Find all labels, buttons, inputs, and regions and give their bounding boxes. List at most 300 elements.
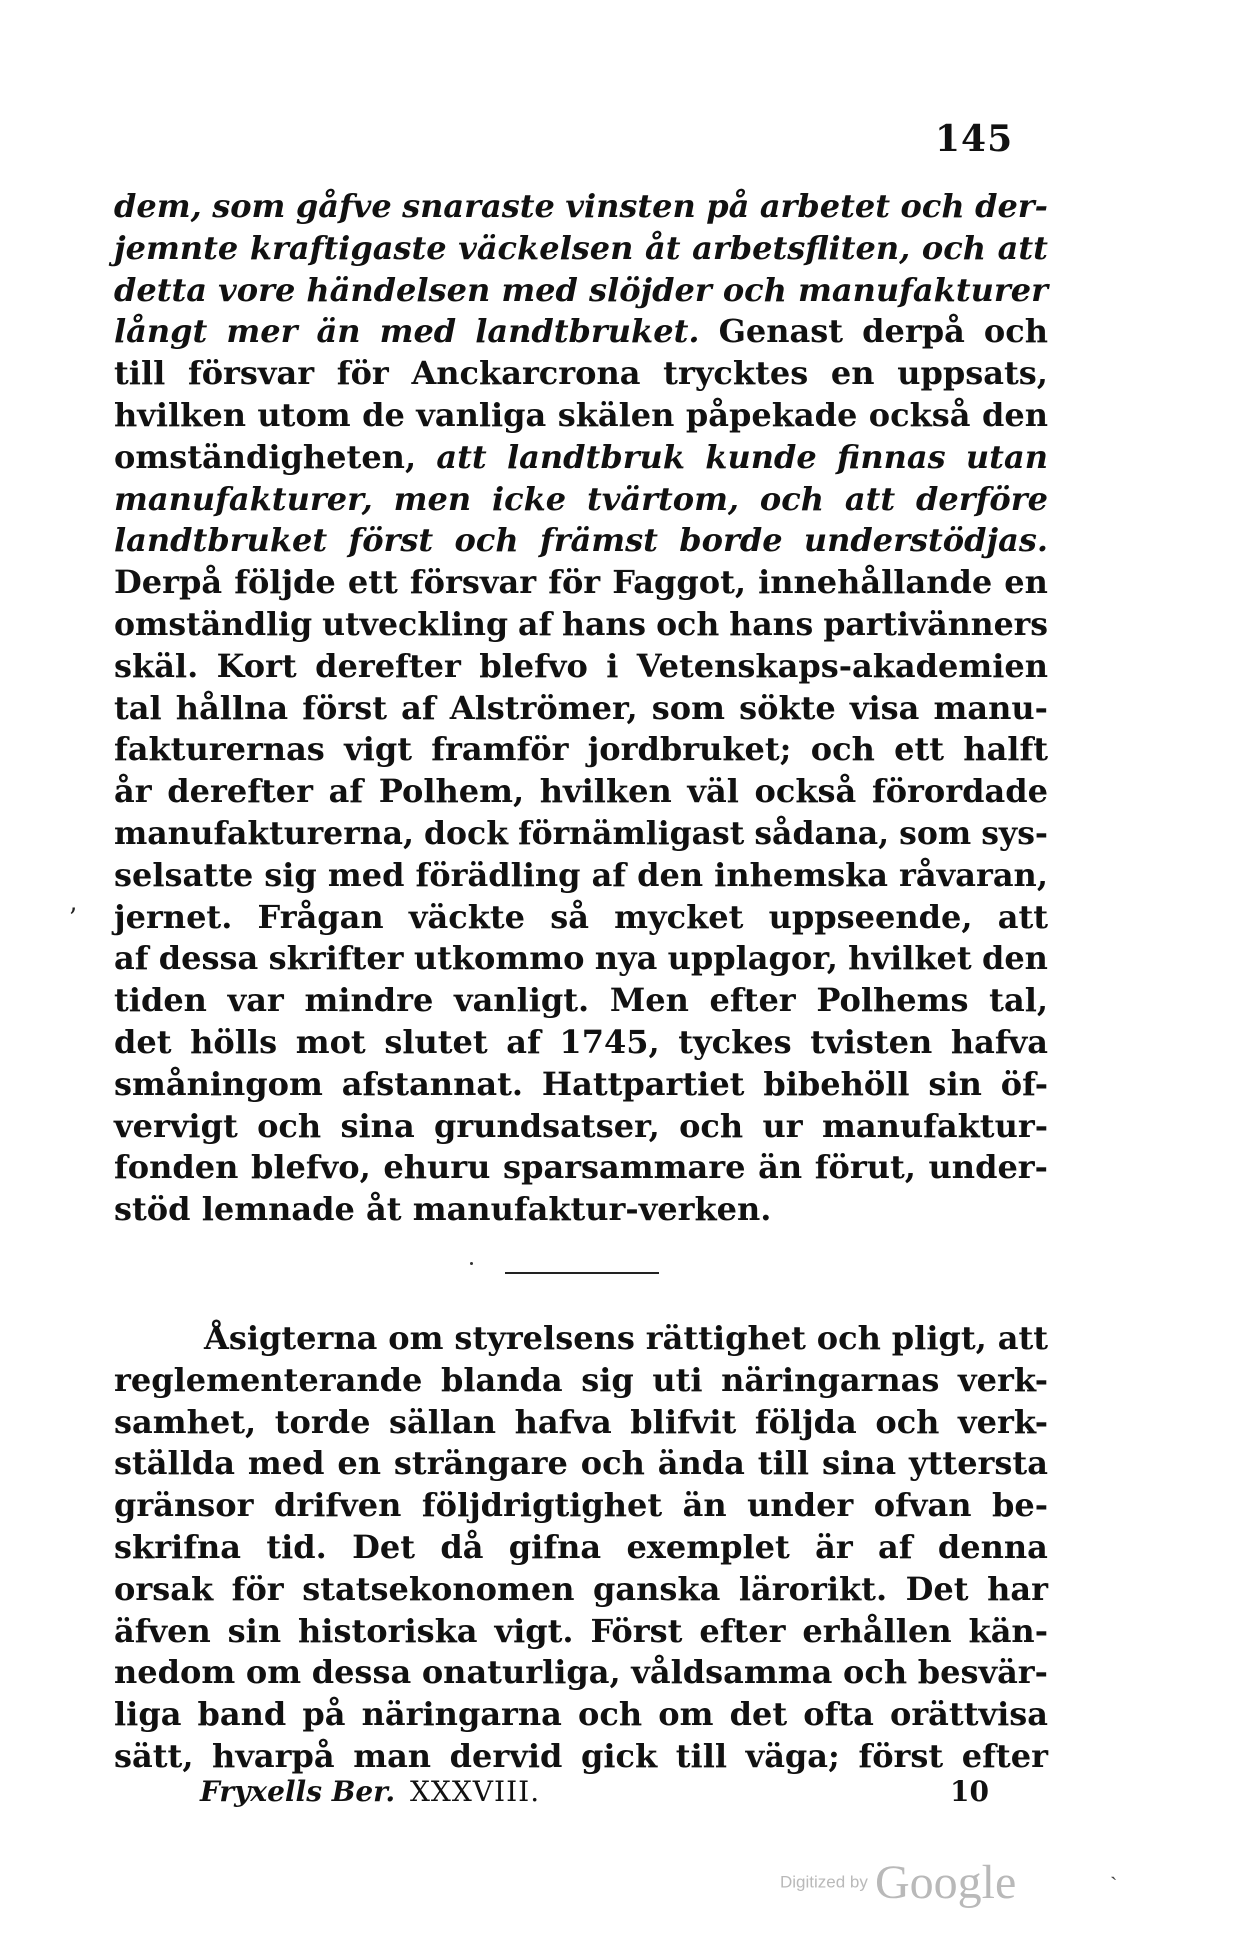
word: en — [1004, 563, 1048, 602]
word: partivänners — [823, 605, 1048, 643]
page-footer — [200, 1775, 990, 1819]
word: dessa — [311, 1653, 412, 1692]
word: på — [302, 1695, 346, 1734]
word: innehållande — [758, 563, 993, 602]
word: och — [842, 1653, 908, 1692]
word: och — [454, 521, 519, 560]
word: slöjder — [589, 270, 712, 309]
word: sig — [581, 1360, 634, 1399]
word: följdrigtighet — [421, 1486, 663, 1525]
word: visa — [849, 688, 920, 727]
word: de — [362, 395, 405, 434]
word: besvär- — [917, 1653, 1048, 1692]
word: följda — [754, 1402, 857, 1441]
word: först — [348, 521, 434, 560]
word: och — [656, 605, 720, 643]
word: arbetsfliten, — [692, 228, 911, 267]
word: och — [983, 312, 1048, 351]
word: påpekade — [685, 395, 858, 434]
word: hvilket — [848, 939, 972, 978]
word: nya — [594, 939, 658, 978]
word: dem, — [114, 187, 202, 225]
word: sällan — [389, 1402, 497, 1441]
word: dock — [424, 814, 509, 852]
word: Frågan — [257, 897, 384, 936]
digitized-watermark — [780, 1855, 1016, 1910]
word: näringarna — [361, 1695, 562, 1734]
word: upplagor, — [667, 939, 838, 978]
paragraph-1 — [114, 186, 1048, 1231]
word: Polhem, — [378, 772, 525, 811]
word: och — [921, 228, 986, 267]
word: af — [328, 772, 364, 811]
word: med — [379, 312, 457, 351]
word: Åsigterna — [204, 1319, 378, 1357]
word: liga — [114, 1695, 182, 1734]
word: finnas — [837, 437, 946, 476]
word: snaraste — [402, 187, 555, 225]
word: af — [506, 1022, 541, 1061]
word: år — [114, 772, 152, 811]
word: och — [578, 1695, 643, 1734]
word: sin — [227, 1611, 282, 1650]
word: och — [810, 730, 875, 769]
word: styrelsens — [454, 1319, 635, 1357]
word: för — [231, 1569, 284, 1608]
word: hafva — [514, 1402, 612, 1441]
word: tid. — [266, 1527, 327, 1566]
word: ställda — [114, 1444, 235, 1483]
word: yttersta — [909, 1444, 1048, 1483]
word: så — [550, 897, 589, 936]
word: halft — [963, 730, 1048, 769]
word: blanda — [440, 1360, 563, 1399]
word: hans — [729, 605, 814, 643]
word: sina — [340, 1106, 415, 1145]
word: strängare — [393, 1444, 568, 1483]
word: utan — [965, 437, 1048, 476]
margin-tick-mark-lower: ˏ — [1110, 1856, 1118, 1881]
word: derpå — [862, 312, 965, 351]
word: statsekonomen — [302, 1569, 575, 1608]
word: stöd — [114, 1190, 191, 1229]
word: en — [830, 354, 875, 393]
word: Det — [352, 1527, 415, 1566]
word: omständlig — [114, 605, 313, 643]
word: mer — [226, 312, 298, 351]
word: blefvo — [479, 646, 588, 685]
word: manufaktur- — [821, 1106, 1048, 1145]
word: först — [858, 1736, 944, 1775]
word: onaturliga, — [421, 1653, 621, 1692]
word: torde — [274, 1402, 371, 1441]
word: och — [722, 270, 787, 309]
text-line — [114, 353, 1048, 395]
text-line — [114, 395, 1048, 437]
text-line — [114, 520, 1048, 562]
word: slutet — [384, 1022, 488, 1061]
text-line — [114, 186, 1048, 228]
text-line — [114, 771, 1048, 813]
word: grundsatser, — [434, 1106, 660, 1145]
word: af — [591, 855, 627, 894]
word: fakturernas — [114, 730, 325, 769]
word: inhemska — [714, 855, 888, 894]
word: blefvo, — [251, 1148, 371, 1187]
word: näringarnas — [721, 1360, 940, 1399]
word: gåfve — [295, 187, 392, 225]
word: manufakturer — [798, 270, 1048, 309]
word: arbetet — [759, 187, 891, 225]
text-line — [114, 1022, 1048, 1064]
text-line — [114, 228, 1048, 270]
word: vore — [218, 270, 296, 309]
word: vigt. — [494, 1611, 574, 1650]
word: 1745, — [559, 1022, 660, 1061]
word: att — [436, 437, 487, 476]
word: sig — [264, 855, 317, 894]
word: nedom — [114, 1653, 236, 1692]
word: jemnte — [114, 228, 239, 267]
word: verk- — [958, 1402, 1048, 1441]
word: mycket — [614, 897, 744, 936]
word: i — [606, 646, 619, 685]
word: följde — [234, 563, 336, 602]
word: hans — [562, 605, 647, 643]
word: förordade — [871, 772, 1048, 811]
word: gränsor — [114, 1486, 254, 1525]
word: skrifna — [114, 1527, 241, 1566]
page-number: 145 — [935, 118, 1014, 160]
watermark-digitized-label: Digitized by — [780, 1872, 868, 1892]
text-line — [114, 813, 1048, 855]
word: också — [868, 395, 971, 434]
word: först — [302, 688, 387, 727]
word: manufakturer, — [114, 479, 373, 518]
word: till — [675, 1736, 727, 1775]
word: af — [518, 605, 553, 643]
word: med — [327, 855, 405, 894]
word: var — [227, 981, 284, 1020]
word: dessa — [158, 939, 259, 978]
text-line — [114, 1189, 1048, 1231]
word: derefter — [315, 646, 461, 685]
word: råvaran, — [899, 855, 1048, 894]
word: sin — [928, 1064, 982, 1103]
word: med — [247, 1444, 325, 1483]
word: icke — [491, 479, 567, 518]
word: denna — [937, 1527, 1048, 1566]
word: manufakturerna, — [114, 814, 414, 852]
word: bibehöll — [763, 1064, 910, 1103]
word: under- — [928, 1148, 1048, 1187]
word: än — [682, 1486, 727, 1525]
word: att — [997, 897, 1048, 936]
word: afstannat. — [341, 1064, 523, 1103]
text-line — [114, 646, 1048, 688]
word: förädling — [415, 855, 581, 894]
word: det — [114, 1022, 172, 1061]
word: ofta — [803, 1695, 874, 1734]
word: vigt — [344, 730, 412, 769]
word: blifvit — [630, 1402, 737, 1441]
word: landtbruket. — [475, 312, 700, 351]
word: sina — [821, 1444, 897, 1483]
word: lemnade — [201, 1190, 355, 1229]
word: som — [651, 688, 725, 727]
word: landtbruket — [114, 521, 328, 560]
word: af — [401, 688, 436, 727]
word: vinsten — [565, 187, 696, 225]
word: vanligt. — [453, 981, 590, 1020]
word: tiden — [114, 981, 207, 1020]
text-line — [114, 1569, 1048, 1611]
word: selsatte — [114, 855, 254, 894]
word: tyckes — [678, 1022, 792, 1061]
word: den — [637, 855, 704, 894]
word: reglementerande — [114, 1360, 423, 1399]
word: ett — [347, 563, 398, 602]
text-line — [114, 1147, 1048, 1189]
word: ända — [657, 1444, 745, 1483]
word: Först — [590, 1611, 683, 1650]
word: och — [580, 1444, 645, 1483]
word: sys- — [981, 814, 1048, 852]
word: som — [899, 814, 972, 852]
word: hvilken — [539, 772, 672, 811]
word: om — [388, 1319, 444, 1357]
word: landtbruk — [507, 437, 685, 476]
footer-signature-volume: XXXVIII. — [410, 1775, 541, 1808]
word: men — [393, 479, 472, 518]
word: kän- — [968, 1611, 1048, 1650]
word: historiska — [298, 1611, 478, 1650]
word: Genast — [718, 312, 844, 351]
word: också — [754, 772, 857, 811]
word: drifven — [273, 1486, 402, 1525]
word: uti — [652, 1360, 703, 1399]
word: ur — [762, 1106, 803, 1145]
text-line — [114, 980, 1048, 1022]
word: derföre — [916, 479, 1048, 518]
word: tvisten — [810, 1022, 933, 1061]
word: detta — [114, 270, 208, 309]
word: äfven — [114, 1611, 211, 1650]
text-line — [114, 688, 1048, 730]
word: under — [747, 1486, 854, 1525]
word: sätt, — [114, 1736, 194, 1775]
word: mot — [295, 1022, 366, 1061]
word: den — [981, 939, 1048, 978]
word: försvar — [409, 563, 537, 602]
word: långt — [114, 312, 208, 351]
word: der- — [975, 187, 1048, 225]
word: förut, — [814, 1148, 916, 1187]
watermark-google-logo: Google — [874, 1856, 1017, 1909]
word: band — [197, 1695, 287, 1734]
word: gifna — [508, 1527, 602, 1566]
word: till — [114, 354, 166, 393]
stray-ink-dot — [470, 1262, 473, 1265]
text-line — [114, 1652, 1048, 1694]
word: Kort — [216, 646, 297, 685]
word: utom — [257, 395, 351, 434]
word: skälen — [557, 395, 675, 434]
word: att — [997, 228, 1048, 267]
word: kunde — [705, 437, 817, 476]
word: och — [816, 1319, 881, 1357]
word: efter — [961, 1736, 1048, 1775]
text-line — [114, 1443, 1048, 1485]
text-line — [114, 897, 1048, 939]
word: trycktes — [663, 354, 809, 393]
word: en — [337, 1444, 381, 1483]
text-line — [114, 562, 1048, 604]
word: utkommo — [413, 939, 585, 978]
word: vervigt — [114, 1106, 238, 1145]
text-line — [114, 1485, 1048, 1527]
text-line — [114, 1736, 1048, 1778]
word: än — [316, 312, 361, 351]
word: ehuru — [383, 1148, 491, 1187]
word: utveckling — [322, 605, 508, 643]
footer-signature-mark: 10 — [950, 1775, 989, 1808]
word: åt — [366, 1190, 402, 1229]
word: uppsats, — [897, 354, 1048, 393]
paragraph-2 — [114, 1318, 1048, 1778]
word: framför — [431, 730, 569, 769]
word: småningom — [114, 1064, 323, 1103]
word: Polhems — [816, 981, 969, 1020]
word: har — [987, 1569, 1048, 1608]
word: ett — [894, 730, 945, 769]
word: åt — [645, 228, 681, 267]
word: Vetenskaps-akademien — [636, 646, 1048, 685]
word: hållna — [175, 688, 289, 727]
word: uppseende, — [768, 897, 973, 936]
word: kraftigaste — [249, 228, 447, 267]
word: händelsen — [306, 270, 491, 309]
word: sparsammare — [503, 1148, 746, 1187]
word: orsak — [114, 1569, 214, 1608]
word: Hattpartiet — [541, 1064, 745, 1103]
word: för — [548, 563, 601, 602]
word: omständigheten, — [114, 437, 417, 476]
word: ganska — [593, 1569, 721, 1608]
word: dervid — [449, 1736, 563, 1775]
word: skäl. — [114, 646, 199, 685]
text-line — [114, 1318, 1048, 1360]
word: till — [757, 1444, 810, 1483]
text-line — [114, 311, 1048, 353]
word: vanliga — [416, 395, 547, 434]
word: våldsamma — [631, 1653, 833, 1692]
word: Faggot, — [612, 563, 746, 602]
word: af — [878, 1527, 913, 1566]
word: verk- — [958, 1360, 1048, 1399]
word: Det — [905, 1569, 969, 1608]
word: på — [706, 187, 750, 225]
word: erhållen — [802, 1611, 952, 1650]
word: främst — [539, 521, 658, 560]
word: förnämligast — [518, 814, 745, 852]
text-line — [114, 1106, 1048, 1148]
word: borde — [679, 521, 783, 560]
footer-signature-title: Fryxells Ber. — [200, 1775, 396, 1808]
word: sökte — [739, 688, 836, 727]
word: understödjas. — [803, 521, 1048, 560]
word: tal, — [989, 981, 1048, 1020]
word: rättighet — [645, 1319, 806, 1357]
word: då — [440, 1527, 484, 1566]
text-line — [114, 604, 1048, 646]
word: lärorikt. — [738, 1569, 888, 1608]
word: efter — [699, 1611, 786, 1650]
word: hvilken — [114, 395, 246, 434]
word: väckelsen — [458, 228, 634, 267]
word: Derpå — [114, 563, 223, 602]
text-line — [114, 437, 1048, 479]
word: väckte — [408, 897, 525, 936]
word: ofvan — [873, 1486, 972, 1525]
text-line — [114, 479, 1048, 521]
word: den — [981, 395, 1048, 434]
word: än — [758, 1148, 803, 1187]
text-line — [114, 270, 1048, 312]
word: hölls — [190, 1022, 278, 1061]
word: hafva — [950, 1022, 1048, 1061]
word: manufaktur-verken. — [412, 1190, 772, 1229]
word: att — [844, 479, 896, 518]
word: Alströmer, — [449, 688, 638, 727]
word: Men — [609, 981, 689, 1020]
word: exemplet — [626, 1527, 790, 1566]
text-line — [114, 1360, 1048, 1402]
word: hvarpå — [212, 1736, 335, 1775]
text-line — [114, 1527, 1048, 1569]
margin-tick-mark: ʼ — [68, 904, 77, 934]
word: af — [114, 939, 149, 978]
word: att — [997, 1319, 1048, 1357]
word: sådana, — [754, 814, 890, 852]
word: med — [501, 270, 578, 309]
text-line — [114, 938, 1048, 980]
section-separator-rule — [505, 1272, 659, 1274]
word: och — [759, 479, 825, 518]
word: gick — [580, 1736, 658, 1775]
text-line — [114, 1694, 1048, 1736]
word: jordbruket; — [587, 730, 792, 769]
word: fonden — [114, 1148, 239, 1187]
word: det — [729, 1695, 788, 1734]
text-line — [114, 1402, 1048, 1444]
text-line — [114, 855, 1048, 897]
word: försvar — [187, 354, 315, 393]
word: och — [900, 187, 965, 225]
word: om — [658, 1695, 714, 1734]
word: och — [679, 1106, 744, 1145]
word: be- — [991, 1486, 1048, 1525]
word: om — [245, 1653, 302, 1692]
word: derefter — [167, 772, 313, 811]
word: man — [353, 1736, 432, 1775]
word: pligt, — [891, 1319, 987, 1357]
word: samhet, — [114, 1402, 257, 1441]
word: väl — [687, 772, 739, 811]
word: väga; — [745, 1736, 840, 1775]
word: skrifter — [268, 939, 404, 978]
word: tvärtom, — [586, 479, 740, 518]
